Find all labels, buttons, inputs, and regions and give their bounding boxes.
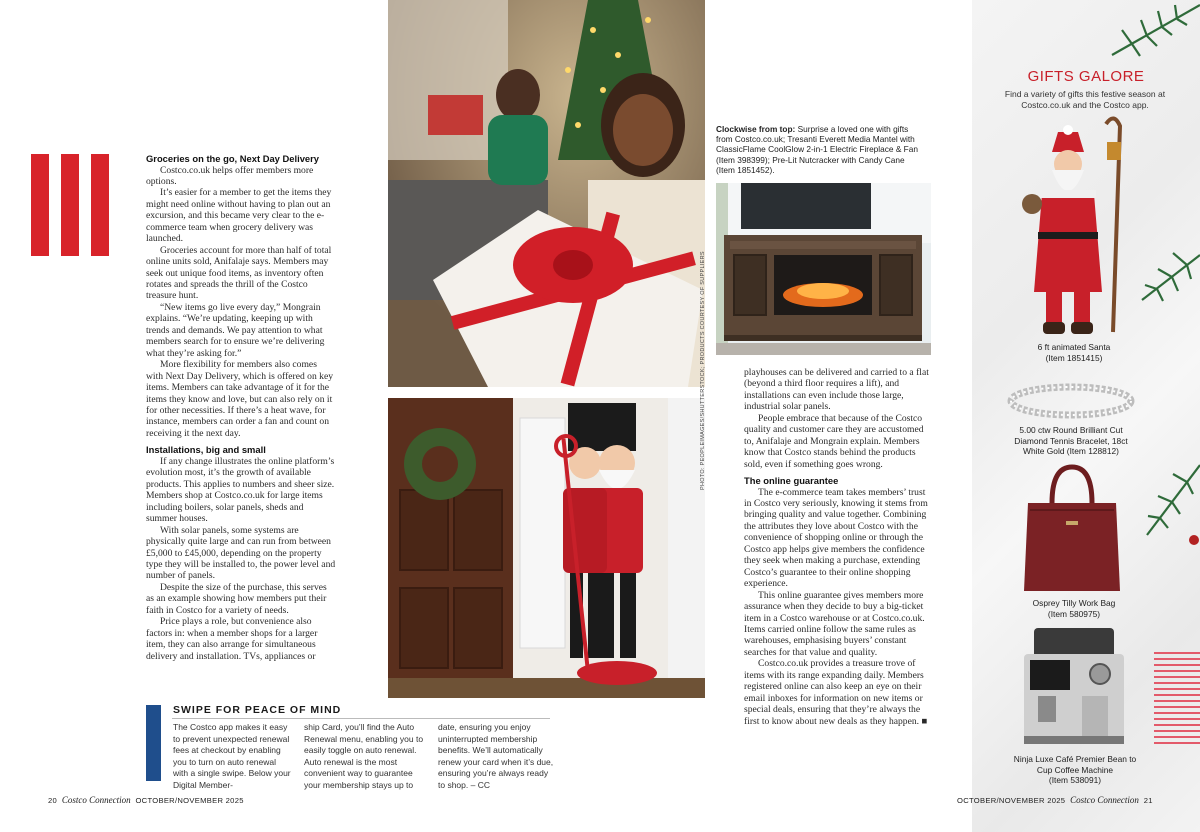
issue-date: OCTOBER/NOVEMBER 2025 xyxy=(957,796,1066,805)
red-bar xyxy=(91,154,109,256)
bracelet-product-image xyxy=(1007,373,1135,421)
article-paragraph: People embrace that because of the Costco quality and customer care they are accustomed to, Anifalaje and Mongrain explain. Members know that Costco stands behind the products sold, even if something goes wrong. xyxy=(744,412,924,470)
product-name: Ninja Luxe Café Premier Bean to Cup Coffee Machine xyxy=(1013,754,1137,775)
product-caption-bracelet xyxy=(1004,425,1138,457)
caption-text: Surprise a loved one with gifts from Costco.co.uk; Tresanti Everett Media Mantel with ClassicFlame CoolGlow 2-in-1 Electric Fireplace & Fan (Item 398399); Pre-Lit Nutcracker with Candy Cane (Item 1851452). xyxy=(716,124,918,175)
product-item-number: (Item 538091) xyxy=(1048,775,1102,785)
article-paragraph: More flexibility for members also comes with Next Day Delivery, which is offered on key items. Members can take advantage of it for the items they know and love, but can also rely on it for other necessities. If there’s a heat wave, for instance, members can order a fan and count on receiving it the next day. xyxy=(146,359,334,439)
swipe-column-2: ship Card, you’ll find the Auto Renewal menu, enabling you to easily toggle on auto renewal. Auto renewal is the most convenient way to guarantee your membership stays up to xyxy=(304,722,424,790)
article-column-middle xyxy=(744,367,932,727)
article-paragraph: Despite the size of the purchase, this serves as an example showing how members put their faith in Costco for a variety of needs. xyxy=(146,581,327,616)
swipe-column-1: The Costco app makes it easy to prevent unexpected renewal fees at checkout by enabling you to turn on auto renewal with a single swipe. Below your Digital Member- xyxy=(173,722,291,790)
nutcracker-photo-illustration xyxy=(388,398,705,698)
magazine-name: Costco Connection xyxy=(1070,795,1139,805)
article-column-left xyxy=(146,153,336,662)
product-caption-coffee-machine xyxy=(1010,754,1140,786)
product-item-number: (Item 1851415) xyxy=(1045,352,1103,363)
product-caption-bag xyxy=(1012,598,1136,619)
product-name: Osprey Tilly Work Bag xyxy=(1032,598,1116,608)
article-paragraph: This online guarantee gives members more assurance when they decide to buy a big-ticket item in a Costco warehouse or at Costco.co.uk. Items carried online follow the same rules as warehouses, emphasising buyers’ constant searches for that value and quality. xyxy=(744,589,925,658)
gifts-title: GIFTS GALORE xyxy=(1027,68,1145,85)
article-paragraph: Costco.co.uk helps offer members more options. xyxy=(146,164,314,187)
heading-guarantee: The online guarantee xyxy=(744,475,839,487)
article-paragraph: Costco.co.uk provides a treasure trove of items with its range expanding daily. Members registered online can also keep an eye on their email inboxes for information on new items or special deals, ensuring that they’re always the first to know about new deals as they happen. ■ xyxy=(744,658,928,727)
coffee-machine-product-image xyxy=(1020,624,1126,750)
article-paragraph: playhouses can be delivered and carried to a flat (beyond a third floor requires a lift), and installations can even include those large, industrial solar panels. xyxy=(744,367,929,413)
swipe-title: SWIPE FOR PEACE OF MIND xyxy=(173,704,342,716)
sidebar-accent-bar xyxy=(146,705,161,781)
photo-gift-woman xyxy=(388,0,705,387)
red-bar xyxy=(61,154,79,256)
photo-nutcracker xyxy=(388,398,705,698)
page-number-left: 20 xyxy=(48,796,58,805)
footer-right xyxy=(957,795,1153,805)
article-paragraph: If any change illustrates the online platform’s evolution most, it’s the growth of available products. This applies to numbers and sheer size. Members shop at Costco.co.uk for large items including boilers, solar panels, sheds and summer houses. xyxy=(146,455,335,525)
product-caption-santa xyxy=(1012,342,1136,363)
article-paragraph: The e-commerce team takes members’ trust in Costco very seriously, knowing it stems from bringing quality and value together. Combining the attributes they love about Costco with the convenience of shopping online or through the Costco app helps give members the confidence they seek when making a purchase, extending Costco’s guarantee to their online shopping experience. xyxy=(744,486,928,590)
article-paragraph: It’s easier for a member to get the items they might need online without having to plan out an excursion, and this became very clear to the e-commerce team when grocery delivery was launched. xyxy=(146,187,332,245)
gift-photo-illustration xyxy=(388,0,705,387)
article-paragraph: Price plays a role, but convenience also factors in: when a member shops for a larger item, they can also arrange for simultaneous delivery and installation. TVs, appliances or xyxy=(146,616,318,662)
article-paragraph: With solar panels, some systems are physically quite large and can run from between £5,000 to £45,000, depending on the property type they will be installed to, the power level and number of panels. xyxy=(146,524,336,582)
article-paragraph: “New items go live every day,” Mongrain explains. “We’re updating, keeping up with trends and demands. We pay attention to what members search for to ensure we’re delivering what they’re asking for.” xyxy=(146,301,325,359)
photo-caption xyxy=(716,124,922,175)
product-name: 6 ft animated Santa xyxy=(1037,342,1111,352)
heading-groceries: Groceries on the go, Next Day Delivery xyxy=(146,153,319,164)
caption-lead: Clockwise from top: xyxy=(716,124,796,134)
sidebar-rule xyxy=(172,718,550,719)
gifts-subtitle: Find a variety of gifts this festive season at Costco.co.uk and the Costco app. xyxy=(1004,89,1166,110)
product-name: 5.00 ctw Round Brilliant Cut Diamond Tennis Bracelet, 18ct White Gold (Item 128812) xyxy=(1014,425,1128,456)
fireplace-photo-illustration xyxy=(716,183,931,355)
page-number-right: 21 xyxy=(1143,796,1153,805)
red-bar xyxy=(31,154,49,256)
heading-installations: Installations, big and small xyxy=(146,444,266,456)
santa-product-image xyxy=(1018,112,1124,340)
bag-product-image xyxy=(1022,463,1122,595)
swipe-column-3: date, ensuring you enjoy uninterrupted membership benefits. We’ll automatically renew your card when it’s due, ensuring you’re always ready to shop. – CC xyxy=(438,722,554,790)
issue-date: OCTOBER/NOVEMBER 2025 xyxy=(135,796,244,805)
product-item-number: (Item 580975) xyxy=(1047,608,1101,619)
photo-credit: PHOTO: PEOPLEIMAGES/SHUTTERSTOCK; PRODUCTS COURTESY OF SUPPLIERS xyxy=(700,251,706,490)
magazine-name: Costco Connection xyxy=(61,795,131,805)
article-paragraph: Groceries account for more than half of total online units sold, Anifalaje says. Members may seek out unique food items, as inventory often rotates and spreads the thrill of the Costco treasure hunt. xyxy=(146,244,332,302)
photo-fireplace xyxy=(716,183,931,355)
footer-left xyxy=(48,795,244,805)
